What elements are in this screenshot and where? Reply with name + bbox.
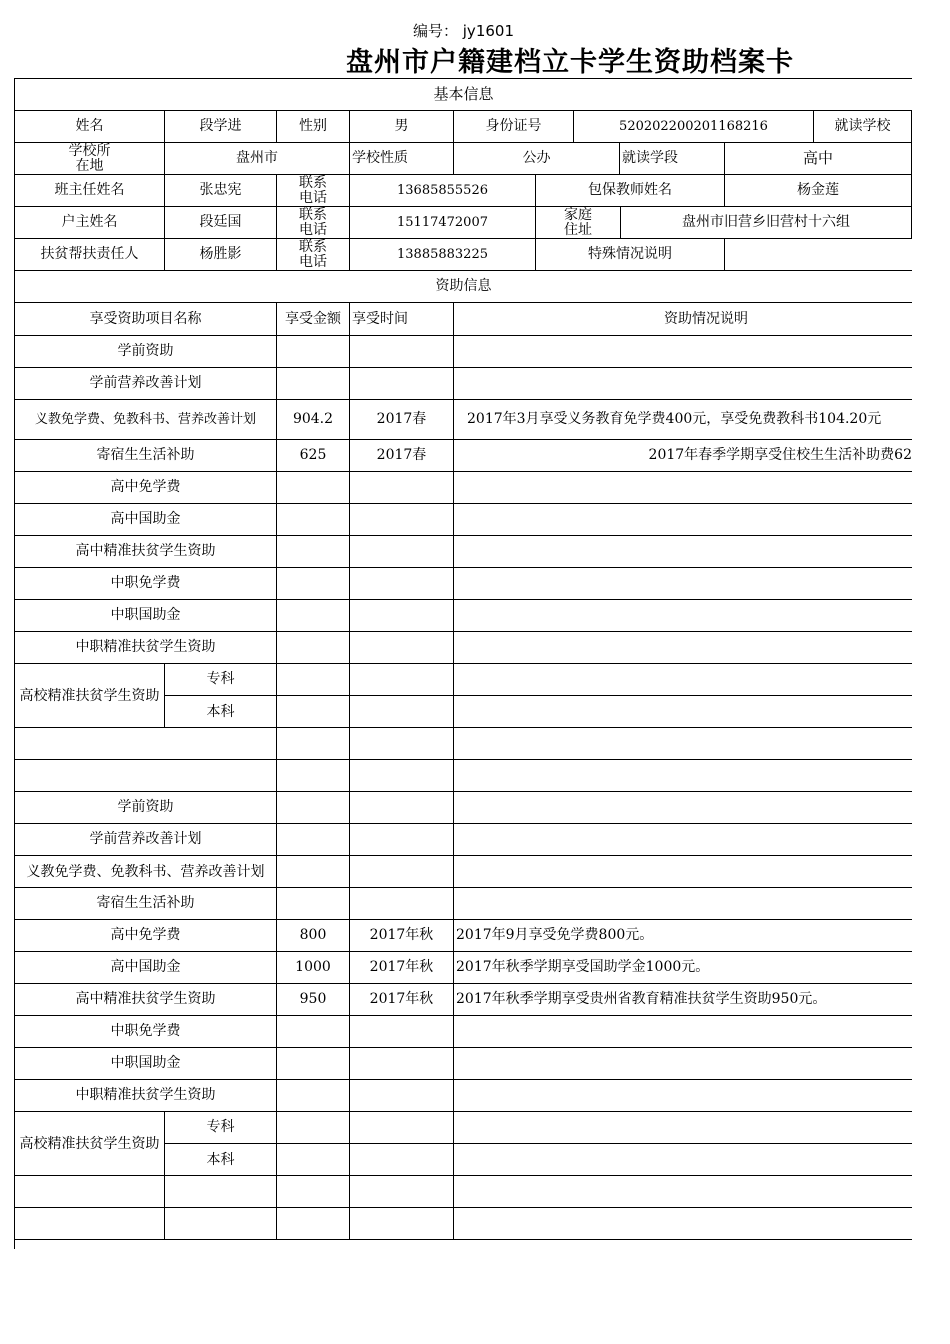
- aid-amount: [276, 888, 349, 919]
- aid-time: [349, 568, 453, 599]
- household-label: 户主姓名: [14, 207, 164, 238]
- aid-row: [14, 368, 912, 400]
- aid-row: [14, 504, 912, 536]
- aid-description: [453, 536, 912, 567]
- aid-description: 2017年春季学期享受住校生生活补助费62: [453, 440, 912, 471]
- aid-row: [14, 984, 912, 1016]
- aid-time: [349, 504, 453, 535]
- aid-description: 2017年秋季学期享受贵州省教育精准扶贫学生资助950元。: [453, 984, 912, 1015]
- aid-description: [453, 1048, 912, 1079]
- aid-amount: [276, 368, 349, 399]
- col-desc-header: 资助情况说明: [453, 303, 912, 335]
- desc-cell: [453, 1112, 912, 1143]
- aid-info-section-row: [14, 271, 912, 303]
- desc-cell: [453, 696, 912, 728]
- gender-value: 男: [349, 111, 453, 142]
- basic-row-name: [14, 111, 912, 143]
- aid-description: 2017年9月享受免学费800元。: [453, 920, 912, 951]
- aid-project-name: 寄宿生生活补助: [14, 888, 276, 919]
- aid-project-name: 中职精准扶贫学生资助: [14, 632, 276, 663]
- basic-row-teacher: [14, 175, 912, 207]
- basic-info-heading: 基本信息: [14, 79, 912, 110]
- teacher-phone-label: 联系电话: [276, 175, 349, 206]
- id-label: 身份证号: [453, 111, 573, 142]
- aid-project-name: 学前营养改善计划: [14, 368, 276, 399]
- aid-project-name: 高中精准扶贫学生资助: [14, 984, 276, 1015]
- aid-time: 2017春: [349, 440, 453, 471]
- aid-row: [14, 856, 912, 888]
- aid-amount: [276, 1048, 349, 1079]
- aid-row: [14, 1016, 912, 1048]
- aid-group-1: [14, 336, 912, 664]
- aid-row: [14, 472, 912, 504]
- aid-time: [349, 824, 453, 855]
- aid-row: [14, 536, 912, 568]
- school-location-value: 盘州市: [164, 143, 349, 174]
- zhuanke-label: 专科: [164, 1112, 276, 1143]
- aid-amount: [276, 1080, 349, 1111]
- poverty-phone-value: 13885883225: [349, 239, 535, 270]
- name-label: 姓名: [14, 111, 164, 142]
- blank-row: [14, 760, 912, 792]
- aid-project-name: 高中国助金: [14, 504, 276, 535]
- aid-description: [453, 1080, 912, 1111]
- aid-amount: 625: [276, 440, 349, 471]
- aid-row: [14, 400, 912, 440]
- aid-project-name: 学前资助: [14, 792, 276, 823]
- aid-row: [14, 632, 912, 664]
- aid-row: [14, 792, 912, 824]
- gender-label: 性别: [276, 111, 349, 142]
- amount-cell: [276, 696, 349, 728]
- aid-project-name: 寄宿生生活补助: [14, 440, 276, 471]
- aid-project-name: 义教免学费、免教科书、营养改善计划: [14, 400, 276, 439]
- aid-project-name: 中职国助金: [14, 600, 276, 631]
- aid-row: [14, 600, 912, 632]
- aid-amount: [276, 600, 349, 631]
- school-type-value: 公办: [453, 143, 619, 174]
- aid-description: [453, 888, 912, 919]
- address-label: 家庭住址: [535, 207, 620, 238]
- college-aid-row-1: [14, 664, 912, 728]
- col-amount-header: 享受金额: [276, 303, 349, 335]
- aid-row: [14, 568, 912, 600]
- col-project-header: 享受资助项目名称: [14, 303, 276, 335]
- aid-description: [453, 368, 912, 399]
- aid-header-row: [14, 303, 912, 336]
- household-value: 段廷国: [164, 207, 276, 238]
- aid-group-2: [14, 792, 912, 1112]
- aid-amount: [276, 824, 349, 855]
- aid-time: [349, 336, 453, 367]
- aid-project-name: 高中国助金: [14, 952, 276, 983]
- poverty-phone-label: 联系电话: [276, 239, 349, 270]
- guarantor-value: 杨金莲: [724, 175, 912, 206]
- aid-description: [453, 1016, 912, 1047]
- aid-time: [349, 536, 453, 567]
- aid-project-name: 中职国助金: [14, 1048, 276, 1079]
- aid-project-name: 学前营养改善计划: [14, 824, 276, 855]
- amount-cell: [276, 664, 349, 695]
- aid-time: [349, 632, 453, 663]
- aid-description: [453, 472, 912, 503]
- basic-row-household: [14, 207, 912, 239]
- aid-time: [349, 856, 453, 887]
- aid-amount: 1000: [276, 952, 349, 983]
- aid-amount: 800: [276, 920, 349, 951]
- aid-project-name: 学前资助: [14, 336, 276, 367]
- aid-amount: [276, 1016, 349, 1047]
- aid-row: [14, 1048, 912, 1080]
- aid-project-name: 中职免学费: [14, 1016, 276, 1047]
- aid-time: 2017年秋: [349, 920, 453, 951]
- aid-description: 2017年3月享受义务教育免学费400元，享受免费教科书104.20元: [453, 400, 912, 439]
- aid-amount: [276, 536, 349, 567]
- aid-time: [349, 472, 453, 503]
- aid-description: 2017年秋季学期享受国助学金1000元。: [453, 952, 912, 983]
- aid-time: [349, 600, 453, 631]
- aid-time: 2017年秋: [349, 984, 453, 1015]
- guarantor-label: 包保教师姓名: [535, 175, 724, 206]
- aid-description: [453, 336, 912, 367]
- aid-amount: 904.2: [276, 400, 349, 439]
- aid-info-heading: 资助信息: [14, 271, 912, 302]
- archive-card-table: [14, 78, 912, 1240]
- household-phone-value: 15117472007: [349, 207, 535, 238]
- school-type-label: 学校性质: [349, 143, 453, 174]
- school-label: 就读学校: [813, 111, 912, 142]
- aid-time: 2017春: [349, 400, 453, 439]
- aid-time: [349, 1080, 453, 1111]
- aid-description: [453, 632, 912, 663]
- aid-row: [14, 1080, 912, 1112]
- aid-description: [453, 568, 912, 599]
- aid-description: [453, 792, 912, 823]
- time-cell: [349, 1144, 453, 1176]
- aid-time: [349, 1048, 453, 1079]
- benke-label: 本科: [164, 696, 276, 728]
- stage-value: 高中: [724, 143, 912, 174]
- aid-project-name: 高中精准扶贫学生资助: [14, 536, 276, 567]
- aid-row: [14, 336, 912, 368]
- id-value: 520202200201168216: [573, 111, 813, 142]
- aid-project-name: 义教免学费、免教科书、营养改善计划: [14, 856, 276, 887]
- aid-row: [14, 440, 912, 472]
- special-value: [724, 239, 912, 270]
- aid-row: [14, 920, 912, 952]
- aid-row: [14, 888, 912, 920]
- household-phone-label: 联系电话: [276, 207, 349, 238]
- col-time-header: 享受时间: [349, 303, 453, 335]
- aid-description: [453, 504, 912, 535]
- aid-time: [349, 888, 453, 919]
- aid-amount: [276, 856, 349, 887]
- amount-cell: [276, 1112, 349, 1143]
- aid-description: [453, 600, 912, 631]
- aid-time: [349, 792, 453, 823]
- aid-project-name: 高中免学费: [14, 472, 276, 503]
- basic-info-section-row: [14, 78, 912, 111]
- aid-row: [14, 824, 912, 856]
- address-value: 盘州市旧营乡旧营村十六组: [620, 207, 912, 238]
- teacher-phone-value: 13685855526: [349, 175, 535, 206]
- aid-amount: [276, 792, 349, 823]
- time-cell: [349, 1112, 453, 1143]
- aid-time: [349, 1016, 453, 1047]
- time-cell: [349, 664, 453, 695]
- aid-project-name: 高中免学费: [14, 920, 276, 951]
- college-aid-label: 高校精准扶贫学生资助: [14, 664, 164, 727]
- college-aid-row-2: [14, 1112, 912, 1176]
- page-title: 盘州市户籍建档立卡学生资助档案卡: [346, 47, 794, 78]
- aid-description: [453, 824, 912, 855]
- teacher-label: 班主任姓名: [14, 175, 164, 206]
- poverty-value: 杨胜影: [164, 239, 276, 270]
- time-cell: [349, 696, 453, 728]
- name-value: 段学进: [164, 111, 276, 142]
- aid-amount: [276, 336, 349, 367]
- aid-amount: [276, 632, 349, 663]
- special-label: 特殊情况说明: [535, 239, 724, 270]
- desc-cell: [453, 1144, 912, 1176]
- blank-row: [14, 1208, 912, 1240]
- poverty-label: 扶贫帮扶责任人: [14, 239, 164, 270]
- aid-description: [453, 856, 912, 887]
- aid-project-name: 中职免学费: [14, 568, 276, 599]
- basic-row-school: [14, 143, 912, 175]
- teacher-value: 张忠宪: [164, 175, 276, 206]
- basic-row-poverty: [14, 239, 912, 271]
- blank-row: [14, 1176, 912, 1208]
- benke-label: 本科: [164, 1144, 276, 1176]
- desc-cell: [453, 664, 912, 695]
- aid-amount: [276, 472, 349, 503]
- zhuanke-label: 专科: [164, 664, 276, 695]
- aid-time: [349, 368, 453, 399]
- aid-amount: 950: [276, 984, 349, 1015]
- aid-project-name: 中职精准扶贫学生资助: [14, 1080, 276, 1111]
- aid-amount: [276, 568, 349, 599]
- school-location-label: 学校所在地: [14, 143, 164, 174]
- college-aid-label: 高校精准扶贫学生资助: [14, 1112, 164, 1175]
- blank-row: [14, 728, 912, 760]
- amount-cell: [276, 1144, 349, 1176]
- stage-label: 就读学段: [619, 143, 724, 174]
- aid-time: 2017年秋: [349, 952, 453, 983]
- aid-row: [14, 952, 912, 984]
- aid-amount: [276, 504, 349, 535]
- document-number: 编号： jy1601: [413, 22, 514, 40]
